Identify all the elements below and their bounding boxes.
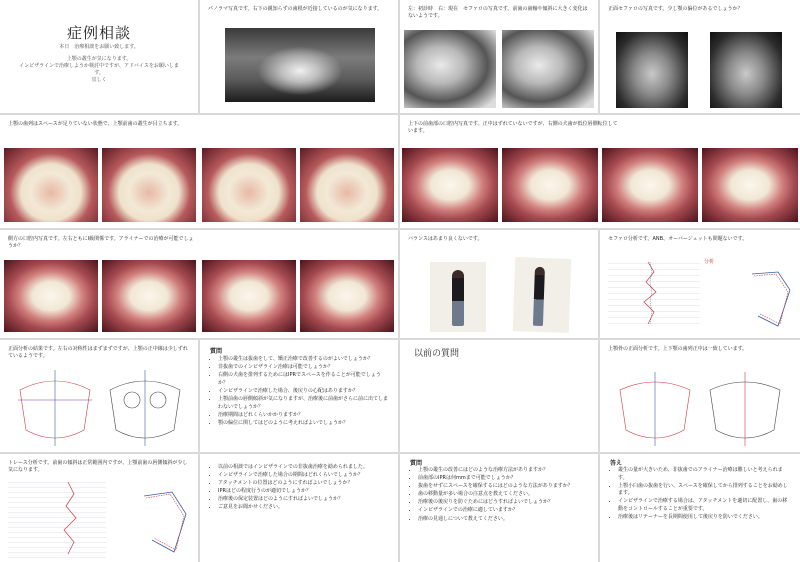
previous-notes-item: • 以前の相談ではインビザラインでの非抜歯治療を勧められました。 — [218, 464, 390, 472]
ceph-analysis-chart-heading: 分析 — [704, 259, 715, 265]
intraoral-lateral-photo-4 — [300, 260, 394, 332]
slide-title-heading: 症例相談 — [66, 24, 131, 42]
questions-1-item: • 非抜歯でのインビザライン治療は可能でしょうか？ — [218, 364, 390, 372]
slide-posture — [400, 230, 598, 338]
questions-2-item: • 歯の移動量が多い場合の注意点を教えてください。 — [418, 491, 590, 499]
slide-maxilla-analysis-caption: 上顎骨の正面分析です。上下顎の歯列正中は一致しています。 — [608, 346, 748, 352]
frontal-xray-initial — [616, 32, 688, 108]
slide-maxilla-analysis — [600, 340, 800, 452]
slide-ceph-table-caption: トレース分析です。前歯の傾斜は正常範囲内ですが、上顎前歯の唇側傾斜が少し気になります。 — [8, 460, 188, 473]
slide-panoramic — [200, 0, 398, 113]
ceph-table-tracing-outline — [140, 490, 190, 556]
answers-item: • 治療後はリテーナーを長期間使用して後戻りを防いでください。 — [618, 514, 792, 522]
occlusal-photo-upper-1 — [4, 148, 98, 222]
answers-item: • 上顎小臼歯の抜歯を行い、スペースを確保してから排列することをお勧めします。 — [618, 483, 792, 498]
questions-2-item: • インビザラインでの治療に適していますか？ — [418, 507, 590, 515]
questions-2-list — [410, 467, 590, 524]
previous-notes-item: • 治療後の保定装置はどのようにすればよいでしょうか？ — [218, 496, 390, 504]
previous-notes-item: • アタッチメントの位置はどのようにすればよいでしょうか？ — [218, 480, 390, 488]
ceph-tracing-outline — [748, 270, 794, 330]
slide-title — [0, 0, 198, 113]
questions-1-list — [210, 356, 390, 428]
previous-notes-item: • インビザラインで治療した場合の期間はどれくらいでしょうか？ — [218, 472, 390, 480]
questions-2-item: • 治療の見通しについて教えてください。 — [418, 516, 590, 524]
intraoral-lateral-photo-3 — [202, 260, 296, 332]
slide-title-line4: 宜しく — [91, 77, 107, 83]
slide-frontal-analysis — [0, 340, 198, 452]
ceph-xray-current — [502, 30, 594, 108]
intraoral-lateral-photo-2 — [102, 260, 196, 332]
slide-previous-questions — [400, 340, 598, 452]
questions-2-item: • 前歯部のIPRは何mmまで可能でしょうか？ — [418, 475, 590, 483]
slide-questions-1 — [200, 340, 398, 452]
questions-2-item: • 治療後の後戻りを防ぐためにはどうすればよいでしょうか？ — [418, 499, 590, 507]
answers-item: • インビザラインで治療する場合は、アタッチメントを適切に配置し、歯の移動をコントロールすることが重要です。 — [618, 498, 792, 513]
previous-notes-item: • IPRはどの程度行うのが適切でしょうか？ — [218, 488, 390, 496]
questions-1-heading: 質問 — [210, 348, 223, 355]
slide-posture-caption: バランスはあまり良くないです。 — [408, 236, 483, 242]
frontal-analysis-tracings — [10, 370, 188, 448]
ceph-table-grid — [8, 478, 106, 558]
questions-1-item: • 顎の偏位に関してはどのように考えればよいでしょうか？ — [218, 420, 390, 428]
previous-notes-item: • ご意見をお聞かせください。 — [218, 504, 390, 512]
occlusal-photo-lower-2 — [300, 148, 394, 222]
questions-1-item: • 上顎の叢生は抜歯をして、矯正治療で改善するのがよいでしょうか？ — [218, 356, 390, 364]
slide-panoramic-caption: パノラマ写真です。右下の親知らずの歯根が近接しているのが気になります。 — [208, 6, 383, 12]
slide-ceph-analysis-caption: セファロ分析です。ANB、オーバージェットも問題ないです。 — [608, 236, 748, 242]
questions-1-item: • 治療期間はどれくらいかかりますか？ — [218, 412, 390, 420]
slide-title-line3: インビザラインで治療しようか検討中ですが、アドバイスをお願いします。 — [19, 63, 179, 76]
posture-photo-side — [513, 257, 572, 333]
ceph-analysis-polygon-chart — [608, 258, 700, 328]
questions-2-heading: 質問 — [410, 460, 423, 467]
slide-lateral-intraoral — [0, 230, 398, 338]
questions-1-item: • 右側の犬歯を排列するためにはIPRでスペースを作ることが可能でしょうか？ — [218, 372, 390, 387]
slide-ceph-table — [0, 454, 198, 562]
questions-2-item: • 抜歯をせずにスペースを確保するにはどのような方法がありますか？ — [418, 483, 590, 491]
slide-cephalometric — [400, 0, 598, 113]
occlusal-photo-lower-1 — [202, 148, 296, 222]
slide-questions-2 — [400, 454, 598, 562]
answers-heading: 答え — [610, 460, 623, 467]
slide-occlusal — [0, 115, 398, 228]
slide-answers — [600, 454, 800, 562]
intraoral-lateral-photo-1 — [4, 260, 98, 332]
slide-frontal-intraoral — [400, 115, 800, 228]
ceph-table-polygon-chart — [8, 478, 106, 558]
slide-title-line2: 上顎の叢生が気になります。 — [66, 56, 132, 62]
slide-previous-notes — [200, 454, 398, 562]
answers-item: • 叢生の量が大きいため、非抜歯でのアライナー治療は難しいと考えられます。 — [618, 467, 792, 482]
maxilla-analysis-tracings — [610, 372, 790, 448]
ceph-analysis-table — [608, 258, 700, 328]
questions-1-item: • 上顎前歯の唇側傾斜が気になりますが、治療後に前歯がさらに前に出てしまわないでしょうか？ — [218, 396, 390, 411]
previous-questions-title: 以前の質問 — [414, 349, 460, 359]
posture-photo-front — [430, 262, 486, 332]
ceph-xray-initial — [404, 30, 496, 108]
slide-occlusal-caption: 上顎の歯列はスペースが足りていない状態で、上顎前歯の叢生が目立ちます。 — [8, 121, 183, 127]
slide-lateral-intraoral-caption: 側方の口腔内写真です。左右ともにⅠ級関係です。アライナーでの治療が可能でしょうか？ — [8, 236, 194, 249]
slide-frontal-ceph-caption: 正面セファロの写真です。少し顎の偏位があるでしょうか？ — [608, 6, 743, 12]
panoramic-xray-image — [225, 28, 375, 102]
intraoral-front-photo-3 — [602, 148, 698, 222]
questions-1-item: • インビザラインで治療した場合、後戻りの心配はありますか？ — [218, 388, 390, 396]
intraoral-front-photo-2 — [502, 148, 598, 222]
slide-frontal-intraoral-caption: 上下の前歯部の口腔内写真です。正中はずれていないですが、右側の犬歯が低位唇側転位しています。 — [408, 121, 618, 134]
previous-notes-list — [210, 464, 390, 513]
intraoral-front-photo-1 — [402, 148, 498, 222]
questions-2-item: • 上顎の叢生の改善にはどのような治療方法がありますか？ — [418, 467, 590, 475]
answers-list — [610, 467, 792, 522]
slide-cephalometric-caption: 左：初診時 右：現在 セファロの写真です。前歯の歯軸や傾斜に大きく変化はないようです。 — [408, 6, 588, 19]
slide-ceph-analysis — [600, 230, 800, 338]
intraoral-front-photo-4 — [702, 148, 798, 222]
slide-frontal-ceph — [600, 0, 800, 113]
slide-title-line1: 本日 治療相談をお願い致します。 — [59, 44, 139, 50]
slide-frontal-analysis-caption: 正面分析の結果です。左右の対称性はまずまずですが、上顎の正中線は少しずれているようです。 — [8, 346, 188, 359]
occlusal-photo-upper-2 — [102, 148, 196, 222]
frontal-xray-current — [710, 32, 782, 108]
